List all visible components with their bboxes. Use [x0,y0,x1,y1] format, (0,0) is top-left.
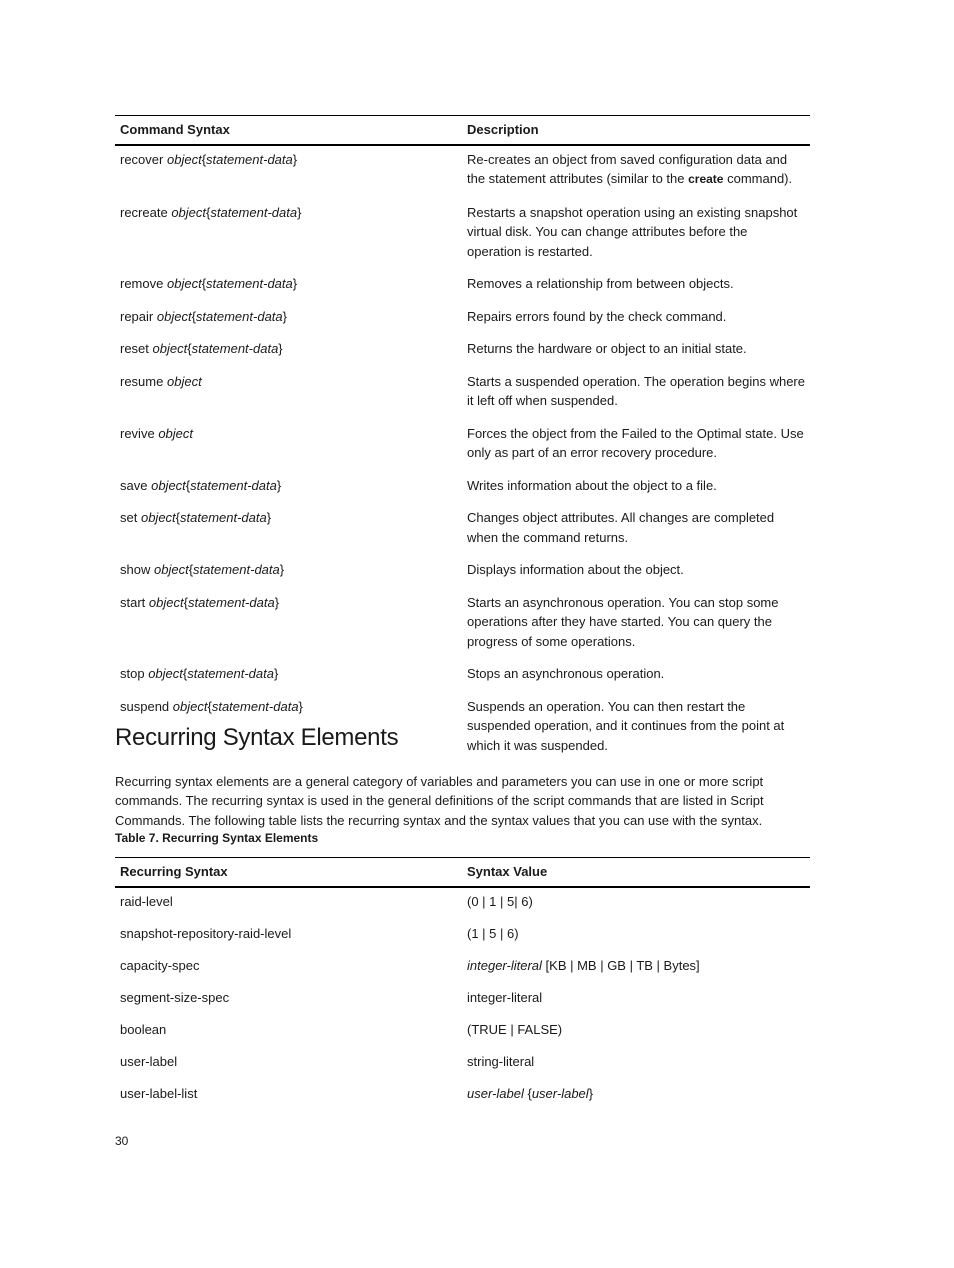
syntax-value: (TRUE | FALSE) [467,1021,563,1037]
command-verb: recover [120,151,164,167]
description-text: Starts an asynchronous operation. You can stop some operations after they have started. You can query the progress of some operations. [467,594,779,649]
column-header: Description [467,122,539,137]
command-verb: remove [120,276,164,291]
brace-open: { [523,1085,532,1101]
command-object: object [151,477,186,493]
syntax-value-cell [462,887,810,920]
brace-close: } [278,341,283,356]
table-row [115,556,810,589]
syntax-name: user-label-list [120,1085,198,1101]
command-object: object [156,308,192,324]
section-heading: Recurring Syntax Elements [115,724,399,751]
column-header: Syntax Value [467,864,548,879]
table-row [115,270,810,303]
command-object: object [166,276,202,291]
command-description-cell [462,199,810,271]
syntax-value-italic: user-label [531,1085,589,1101]
recurring-table-body [115,887,810,1112]
command-description-cell [462,472,810,505]
syntax-value-cell [462,1016,810,1048]
table-header-row [115,858,810,887]
command-object: object [166,151,202,167]
inline-command: create [688,172,724,186]
syntax-value: (0 | 1 | 5| 6) [467,893,533,909]
brace-open: { [185,477,191,493]
syntax-value: integer-literal [467,989,543,1005]
command-syntax-cell [115,335,462,368]
statement-data: statement-data [211,698,299,714]
command-verb: save [120,477,148,493]
command-object: object [140,510,176,525]
description-text: Forces the object from the Failed to the Optimal state. Use only as part of an error recovery procedure. [467,425,804,460]
brace-close: } [588,1085,594,1101]
command-description-cell [462,589,810,661]
command-verb: start [120,594,146,610]
command-table-body [115,145,810,765]
command-description-cell [462,504,810,556]
description-text: Changes object attributes. All changes are completed when the command returns. [467,510,775,545]
syntax-value-italic: user-label [467,1085,524,1101]
command-description-cell [462,303,810,336]
command-verb: stop [120,666,145,681]
description-text: Returns the hardware or object to an initial state. [467,341,747,356]
brace-open: { [183,594,188,610]
brace-close: } [276,477,282,493]
syntax-name: user-label [120,1053,178,1069]
recurring-syntax-cell [115,887,462,920]
column-header: Command Syntax [120,122,230,137]
column-header: Recurring Syntax [120,864,228,879]
command-object: object [148,666,183,681]
table-row [115,335,810,368]
command-syntax-cell [115,368,462,420]
statement-data: statement-data [206,151,293,167]
table-row [115,1080,810,1112]
statement-data: statement-data [187,594,275,610]
command-description-cell [462,335,810,368]
description-text: Suspends an operation. You can then restart the suspended operation, and it continues from the point at which it was suspended. [467,698,785,753]
command-description-cell [462,420,810,472]
table-row [115,145,810,199]
section-intro-paragraph: Recurring syntax elements are a general category of variables and parameters you can use in one or more script commands. The recurring syntax is used in the general definitions of the script commands that are listed in Script Commands. The following table lists the recurring syntax and the syntax values that you can use with the syntax. [115,774,764,828]
recurring-syntax-cell [115,1016,462,1048]
description-text: Stops an asynchronous operation. [467,666,665,681]
command-verb: suspend [120,698,170,714]
command-verb: reset [120,341,149,356]
command-description-cell [462,693,810,765]
description-text: Restarts a snapshot operation using an existing snapshot virtual disk. You can change attributes before the operation is restarted. [467,204,798,259]
command-description-cell [462,556,810,589]
brace-close: } [292,151,298,167]
table-row [115,660,810,693]
statement-data: statement-data [193,562,280,577]
command-syntax-cell [115,472,462,505]
brace-close: } [292,276,298,291]
syntax-value-cell [462,984,810,1016]
table-caption: Table 7. Recurring Syntax Elements [115,831,319,845]
table-row [115,504,810,556]
command-object: object [166,373,202,389]
table-row [115,303,810,336]
description-text: Starts a suspended operation. The operation begins where it left off when suspended. [467,373,805,408]
statement-data: statement-data [195,308,283,324]
table-row [115,368,810,420]
command-syntax-cell [115,504,462,556]
table-row [115,1016,810,1048]
command-syntax-cell [115,556,462,589]
table-row [115,887,810,920]
statement-data: statement-data [187,666,274,681]
statement-data: statement-data [206,276,293,291]
table-row [115,984,810,1016]
statement-data: statement-data [190,477,277,493]
syntax-name: snapshot-repository-raid-level [120,925,292,941]
brace-close: } [274,594,280,610]
command-description-cell [462,145,810,199]
brace-open: { [201,276,207,291]
syntax-value-cell [462,1048,810,1080]
brace-open: { [188,562,194,577]
recurring-syntax-cell [115,920,462,952]
syntax-name: boolean [120,1021,167,1037]
syntax-value: string-literal [467,1053,535,1069]
command-description-cell [462,368,810,420]
syntax-value: [KB | MB | GB | TB | Bytes] [541,957,700,973]
recurring-syntax-table [115,857,810,1112]
brace-close: } [282,308,287,324]
command-object: object [172,698,208,714]
command-verb: repair [120,308,154,324]
description-text: Displays information about the object. [467,562,684,577]
table-row [115,1048,810,1080]
syntax-value: (1 | 5 | 6) [467,925,519,941]
recurring-syntax-cell [115,1048,462,1080]
statement-data: statement-data [210,204,298,220]
command-description-cell [462,270,810,303]
recurring-syntax-cell [115,952,462,984]
brace-close: } [266,510,272,525]
table-header-row [115,116,810,145]
brace-open: { [207,698,212,714]
recurring-syntax-cell [115,1080,462,1112]
description-text: Removes a relationship from between objects. [467,276,734,291]
command-object: object [171,204,207,220]
brace-open: { [191,308,196,324]
command-object: object [152,341,188,356]
statement-data: statement-data [180,510,267,525]
syntax-value-cell [462,920,810,952]
brace-open: { [187,341,192,356]
command-object: object [148,594,184,610]
brace-close: } [297,204,302,220]
syntax-name: raid-level [120,893,173,909]
command-syntax-table [115,115,810,764]
brace-open: { [201,151,207,167]
description-text: Writes information about the object to a file. [467,477,717,493]
table-row [115,920,810,952]
command-verb: resume [120,373,164,389]
command-verb: recreate [120,204,168,220]
command-verb: show [120,562,151,577]
syntax-value-cell [462,952,810,984]
page-number: 30 [115,1134,129,1148]
table-row [115,420,810,472]
brace-open: { [182,666,188,681]
command-syntax-cell [115,270,462,303]
table-row [115,589,810,661]
statement-data: statement-data [191,341,279,356]
command-object: object [153,562,189,577]
syntax-name: capacity-spec [120,957,200,973]
command-syntax-cell [115,420,462,472]
command-syntax-cell [115,303,462,336]
command-verb: revive [120,425,155,441]
command-syntax-cell [115,589,462,661]
command-syntax-cell [115,199,462,271]
command-syntax-cell [115,660,462,693]
brace-close: } [279,562,285,577]
command-verb: set [120,510,138,525]
syntax-value-italic: integer-literal [467,957,542,973]
command-object: object [158,425,194,441]
brace-close: } [298,698,303,714]
command-syntax-cell [115,145,462,199]
brace-close: } [273,666,279,681]
brace-open: { [206,204,211,220]
description-text: Repairs errors found by the check command. [467,308,727,324]
syntax-name: segment-size-spec [120,989,230,1005]
table-row [115,952,810,984]
description-text: Re-creates an object from saved configuration data and the statement attributes (similar to the [467,151,788,186]
description-text: command). [723,171,793,186]
brace-open: { [175,510,181,525]
table-row [115,472,810,505]
recurring-syntax-cell [115,984,462,1016]
table-row [115,199,810,271]
syntax-value-cell [462,1080,810,1112]
command-description-cell [462,660,810,693]
